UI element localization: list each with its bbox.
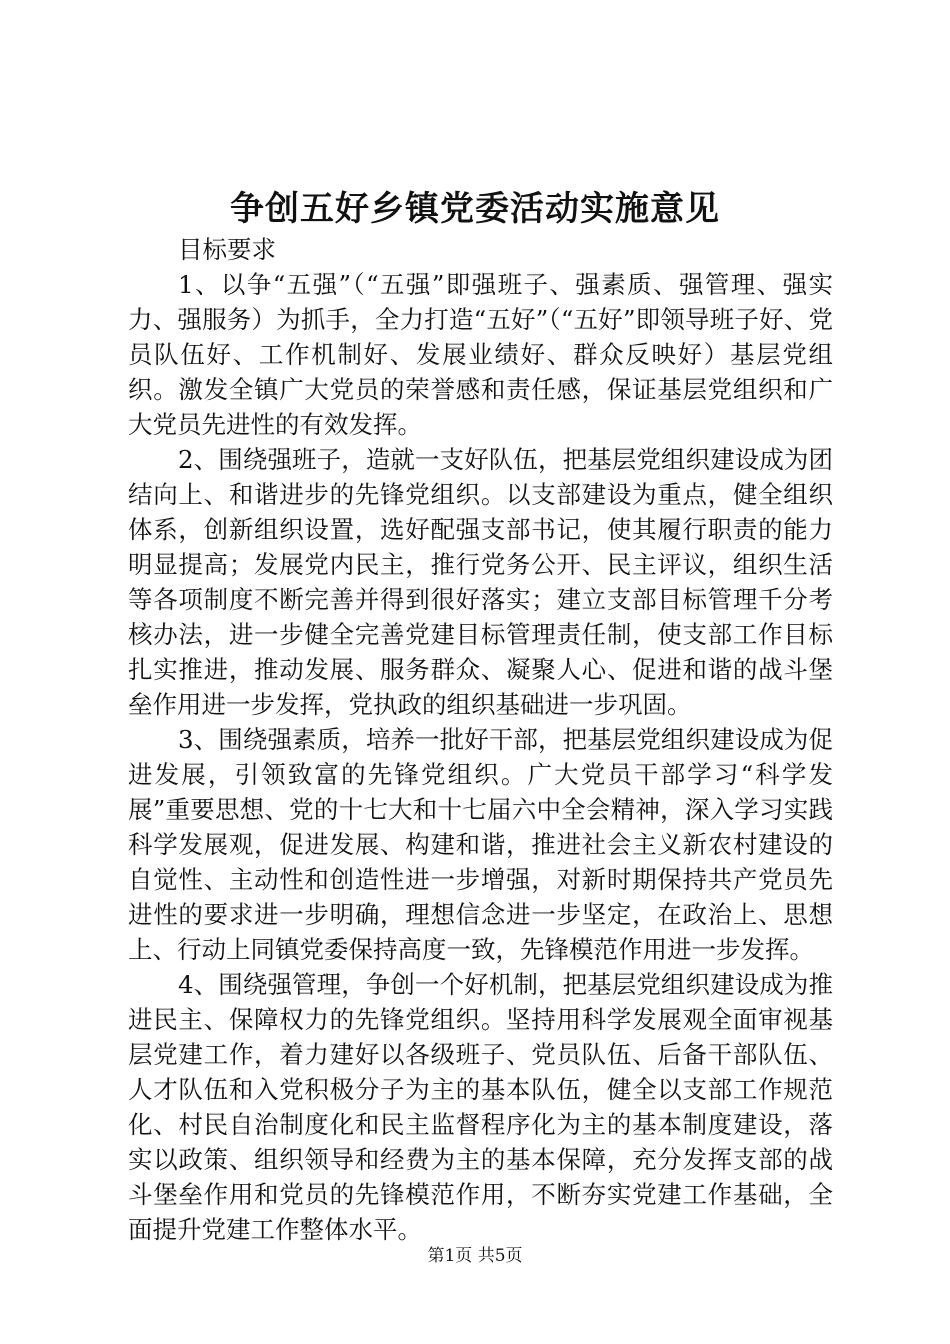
document-title: 争创五好乡镇党委活动实施意见 xyxy=(230,189,720,229)
paragraph-1: 1、以争“五强”（“五强”即强班子、强素质、强管理、强实力、强服务）为抓手，全力打造“五好”（“五好”即领导班子好、党员队伍好、工作机制好、发展业绩好、群众反映好）基层党组织。激发全镇广大党员的荣誉感和责任感，保证基层党组织和广大党员先进性的有效发挥。 xyxy=(128,270,833,439)
paragraph-2: 2、围绕强班子，造就一支好队伍，把基层党组织建设成为团结向上、和谐进步的先锋党组织。以支部建设为重点，健全组织体系，创新组织设置，选好配强支部书记，使其履行职责的能力明显提高；发展党内民主，推行党务公开、民主评议，组织生活等各项制度不断完善并得到很好落实；建立支部目标管理千分考核办法，进一步健全完善党建目标管理责任制，使支部工作目标扎实推进，推动发展、服务群众、凝聚人心、促进和谐的战斗堡垒作用进一步发挥，党执政的组织基础进一步巩固。 xyxy=(128,445,833,719)
paragraph-4: 4、围绕强管理，争创一个好机制，把基层党组织建设成为推进民主、保障权力的先锋党组织。坚持用科学发展观全面审视基层党建工作，着力建好以各级班子、党员队伍、后备干部队伍、人才队伍和入党积极分子为主的基本队伍，健全以支部工作规范化、村民自治制度化和民主监督程序化为主的基本制度建设，落实以政策、组织领导和经费为主的基本保障，充分发挥支部的战斗堡垒作用和党员的先锋模范作用，不断夯实党建工作基础，全面提升党建工作整体水平。 xyxy=(128,970,833,1244)
document-body xyxy=(128,232,833,1247)
section-heading: 目标要求 xyxy=(178,235,276,264)
page-number-footer: 第1页 共5页 xyxy=(427,1246,523,1266)
paragraph-3: 3、围绕强素质，培养一批好干部，把基层党组织建设成为促进发展，引领致富的先锋党组织。广大党员干部学习“科学发展”重要思想、党的十七大和十七届六中全会精神，深入学习实践科学发展观，促进发展、构建和谐，推进社会主义新农村建设的自觉性、主动性和创造性进一步增强，对新时期保持共产党员先进性的要求进一步明确，理想信念进一步坚定，在政治上、思想上、行动上同镇党委保持高度一致，先锋模范作用进一步发挥。 xyxy=(128,725,833,964)
